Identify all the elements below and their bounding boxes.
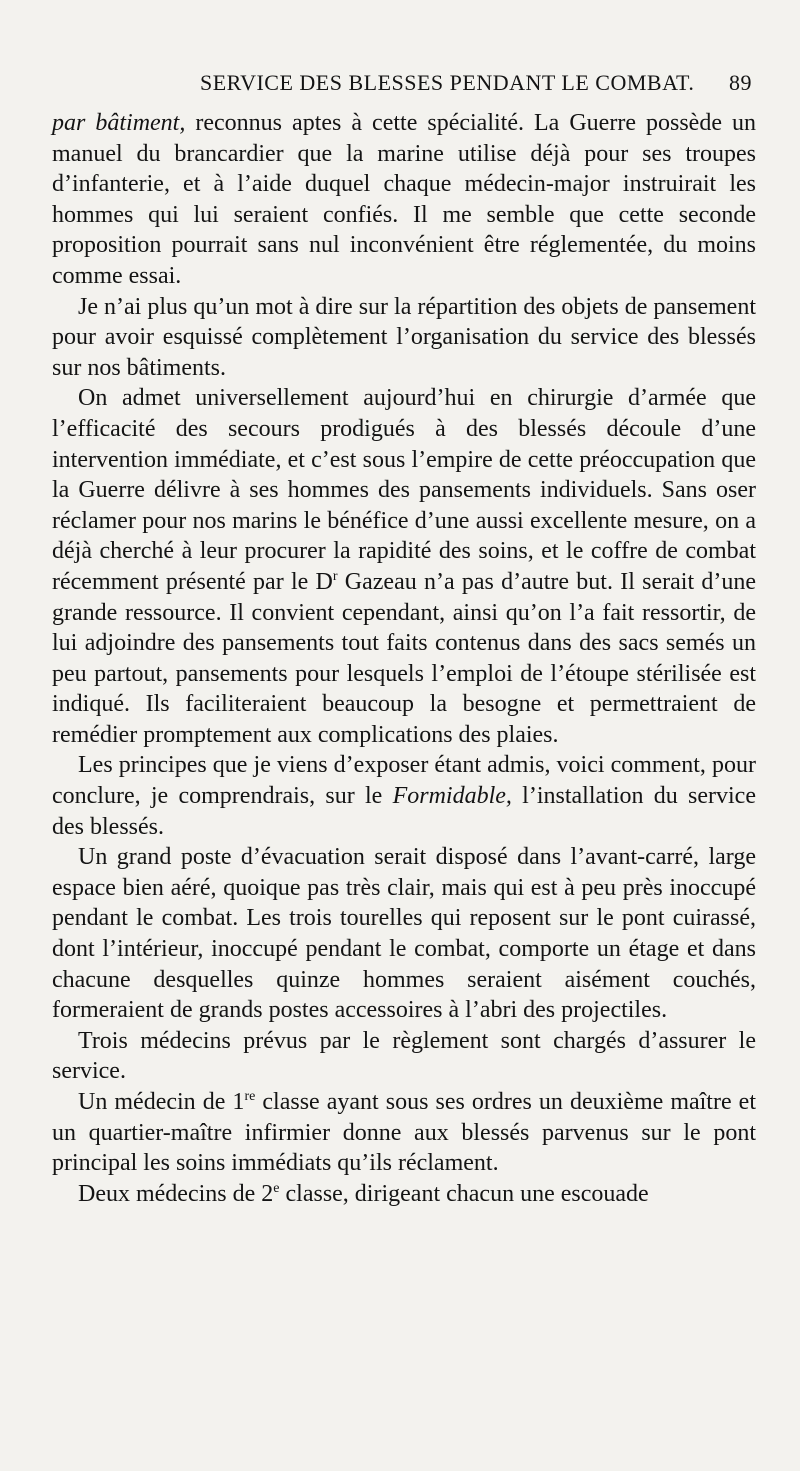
paragraph-7-text-b: classe ayant sous ses ordres un deuxième maître et un quartier-maître infirmier donne aux blessés parvenus sur le pont principal les soins immédiats qu’ils réclament.: [52, 1089, 756, 1177]
paragraph-7-text-a: Un médecin de 1: [78, 1089, 245, 1115]
paragraph-4: [52, 750, 756, 842]
body-text: [52, 108, 756, 1209]
paragraph-8-text-a: Deux médecins de 2: [78, 1180, 274, 1207]
paragraph-6: Trois médecins prévus par le règlement sont chargés d’assurer le service.: [52, 1027, 756, 1085]
paragraph-8: [52, 1179, 756, 1210]
paragraph-8-text-b: classe, dirigeant chacun une escouade: [279, 1180, 649, 1207]
paragraph-1-text: reconnus aptes à cette spécialité. La Guerre possède un manuel du brancardier que la marine utilise déjà pour ses troupes d’infanterie, et à l’aide duquel chaque médecin-major instruirait les hommes qui lui seraient confiés. Il me semble que cette seconde proposition pourrait sans nul inconvénient être réglementée, du moins comme essai.: [52, 110, 757, 289]
italic-lead: par bâtiment,: [52, 110, 186, 136]
ship-name: Formidable,: [392, 783, 512, 810]
paragraph-4-text-b: l’installation du service des blessés.: [52, 783, 756, 840]
paragraph-7: [52, 1087, 756, 1179]
superscript-re: re: [244, 1089, 256, 1104]
paragraph-4-text-a: Les principes que je viens d’exposer étant admis, voici comment, pour conclure, je comprendrais, sur le: [52, 752, 756, 810]
paragraph-3: [52, 383, 756, 750]
superscript-e: e: [273, 1180, 280, 1196]
paragraph-2: Je n’ai plus qu’un mot à dire sur la répartition des objets de pansement pour avoir esquissé complètement l’organisation du service des blessés sur nos bâtiments.: [52, 293, 756, 381]
paragraph-3-text-a: On admet universellement aujourd’hui en chirurgie d’armée que l’efficacité des secours prodigués à des blessés découle d’une intervention immédiate, et c’est sous l’empire de cette préoccupation que la Guerre délivre à ses hommes des pansements individuels. Sans oser réclamer pour nos marins le bénéfice d’une aussi excellente mesure, on a déjà cherché à leur procurer la rapidité des soins, et le coffre de combat récemment présenté par le D: [52, 385, 756, 595]
running-head-title: SERVICE DES BLESSES PENDANT LE COMBAT.: [200, 70, 695, 95]
superscript-r: r: [332, 568, 338, 584]
running-head: [52, 70, 752, 104]
paragraph-3-text-b: Gazeau n’a pas d’autre but. Il serait d’une grande ressource. Il convient cependant, ainsi qu’on l’a fait ressortir, de lui adjoindre des pansements tout faits contenus dans des sacs semés un peu partout, pansements pour lesquels l’emploi de l’étoupe stérilisée est indiqué. Ils faciliteraient beaucoup la besogne et permettraient de remédier promptement aux complications des plaies.: [52, 568, 757, 748]
paragraph-1: [52, 108, 756, 292]
paragraph-5: Un grand poste d’évacuation serait disposé dans l’avant-carré, large espace bien aéré, quoique pas très clair, mais qui est à peu près inoccupé pendant le combat. Les trois tourelles qui reposent sur le pont cuirassé, dont l’intérieur, inoccupé pendant le combat, comporte un étage et dans chacune desquelles quinze hommes seraient aisément couchés, formeraient de grands postes accessoires à l’abri des projectiles.: [52, 844, 756, 1024]
page-number: 89: [729, 70, 752, 95]
